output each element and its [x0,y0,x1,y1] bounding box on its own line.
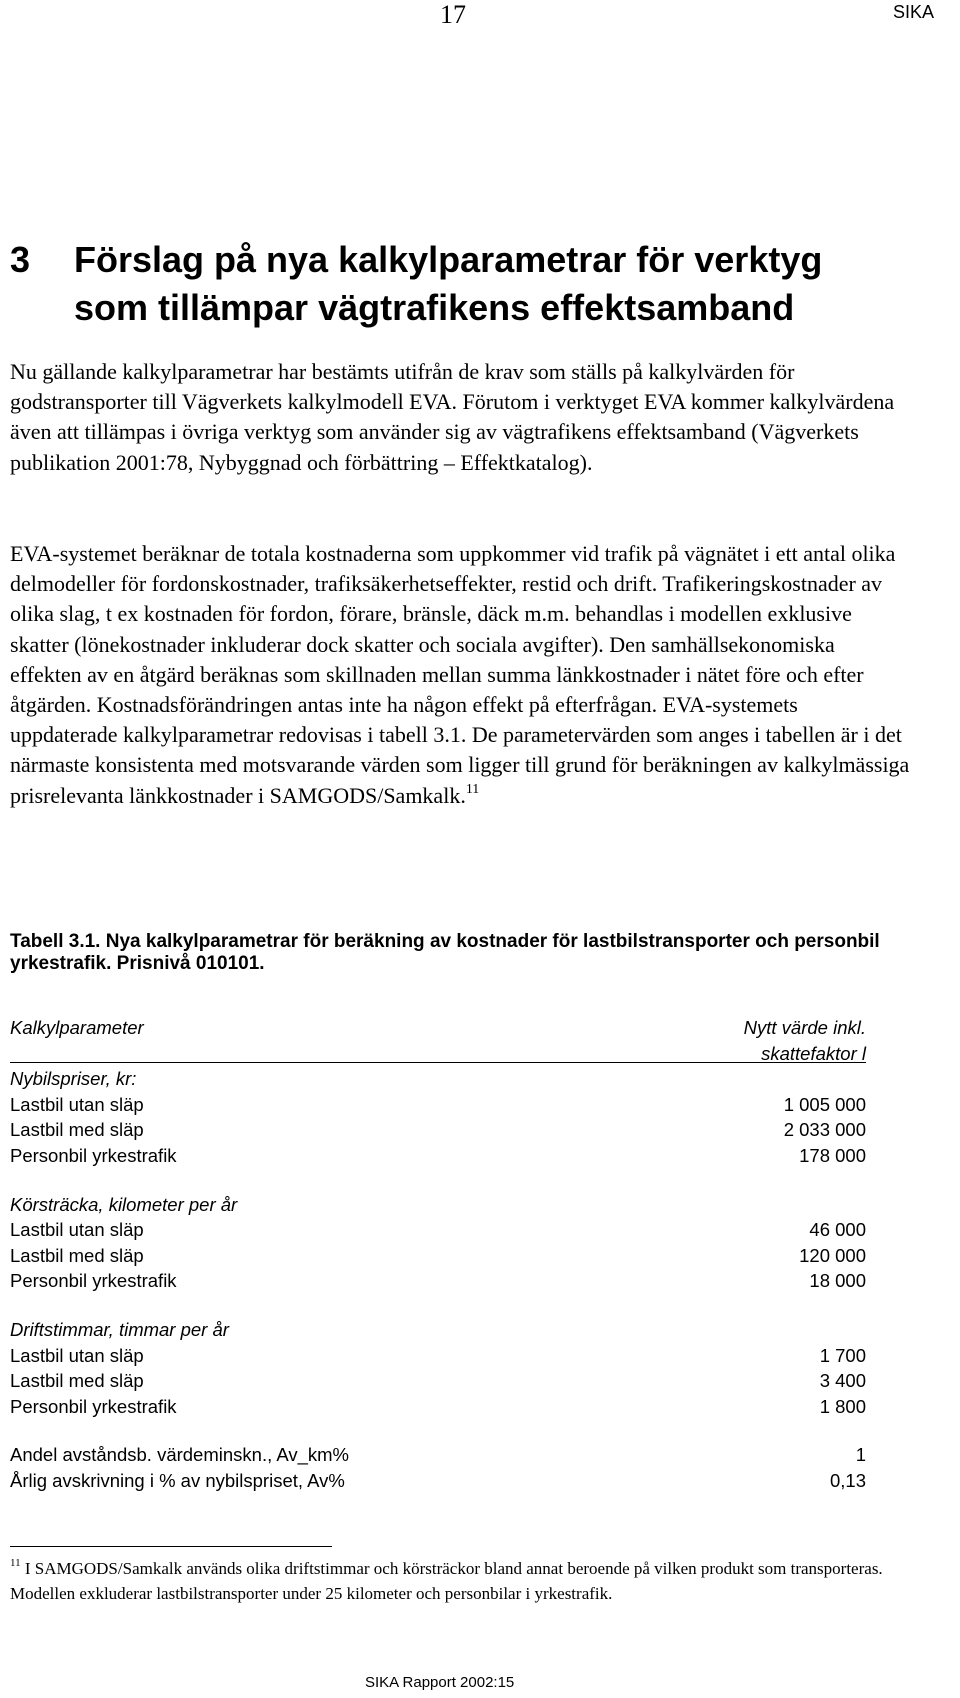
group-title-label: Nybilspriser, kr: [10,1068,137,1090]
group-title [10,1317,866,1343]
group-title [10,1192,866,1218]
table-caption: Tabell 3.1. Nya kalkylparametrar för beräkning av kostnader för lastbilstransporter och personbil yrkestrafik. Prisnivå 010101. [10,931,880,974]
row-value: 1 700 [819,1344,866,1366]
footnote [10,1556,910,1606]
table-header-rule [10,1062,866,1063]
row-label: Lastbil med släp [10,1119,144,1141]
row-label: Andel avståndsb. värdeminskn., Av_km% [10,1444,349,1466]
row-value: 2 033 000 [783,1119,866,1141]
group-spacer [10,1294,866,1317]
table-header-row [10,1015,866,1041]
group-title-label: Driftstimmar, timmar per år [10,1318,229,1340]
table-row [10,1243,866,1269]
row-label: Personbil yrkestrafik [10,1144,177,1166]
col-header-parameter: Kalkylparameter [10,1017,144,1038]
footnote-number: 11 [10,1557,21,1569]
table-row [10,1442,866,1468]
table-row [10,1143,866,1169]
parameter-table [10,1015,866,1494]
section-heading [10,236,910,332]
row-value: 178 000 [799,1144,866,1166]
row-value: 120 000 [799,1244,866,1266]
row-value: 0,13 [829,1469,866,1491]
footnote-separator [10,1546,332,1547]
section-title-line-1: Förslag på nya kalkylparametrar för verktyg [74,239,823,280]
header-org-label: SIKA [892,2,934,22]
footnote-reference: 11 [465,781,480,797]
table-row [10,1268,866,1294]
table-row [10,1117,866,1143]
table-row [10,1368,866,1394]
row-value: 18 000 [809,1270,866,1292]
body-paragraph-2 [10,539,910,811]
row-value: 3 400 [819,1370,866,1392]
group-title-label: Körsträcka, kilometer per år [10,1193,238,1215]
footnote-text: I SAMGODS/Samkalk används olika driftstimmar och körsträckor bland annat beroende på vilken produkt som transporteras. Modellen exkluderar lastbilstransporter under 25 kilometer och personbilar i yrkestrafik. [10,1559,883,1603]
section-number: 3 [10,239,31,280]
row-value: 1 [855,1444,866,1466]
section-title-line-2: som tillämpar vägtrafikens effektsamband [74,287,795,328]
row-label: Personbil yrkestrafik [10,1270,177,1292]
group-spacer [10,1169,866,1192]
row-label: Lastbil med släp [10,1370,144,1392]
group-title [10,1066,866,1092]
row-label: Personbil yrkestrafik [10,1395,177,1417]
body-paragraph-1: Nu gällande kalkylparametrar har bestämts utifrån de krav som ställs på kalkylvärden för godstransporter till Vägverkets kalkylmodell EVA. Förutom i verktyget EVA kommer kalkylvärdena även att tillämpas i övriga verktyg som använder sig av vägtrafikens effektsamband (Vägverkets publikation 2001:78, Nybyggnad och förbättring – Effektkatalog). [10,359,895,475]
table-row [10,1217,866,1243]
row-label: Lastbil med släp [10,1244,144,1266]
group-spacer [10,1419,866,1442]
page-footer: SIKA Rapport 2002:15 [365,1674,515,1691]
table-row [10,1468,866,1494]
col-header-value-line-2: skattefaktor l [761,1042,866,1064]
body-paragraph-2-text: EVA-systemet beräknar de totala kostnaderna som uppkommer vid trafik på vägnätet i ett antal olika delmodeller för fordonskostnader, trafiksäkerhetseffekter, restid och drift. Trafikeringskostnader av olika slag, t ex kostnaden för fordon, förare, bränsle, däck m.m. behandlas i modellen exklusive skatter (lönekostnader inkluderar dock skatter och sociala avgifter). Den samhällsekonomiska effekten av en åtgärd beräknas som skillnaden mellan summa länkkostnader i nätet före och efter åtgärden. Kostnadsförändringen antas inte ha någon effekt på efterfrågan. EVA-systemets uppdaterade kalkylparametrar redovisas i tabell 3.1. De parametervärden som anges i tabellen är i det närmaste konsistenta med motsvarande värden som ligger till grund för beräkningen av kalkylmässiga prisrelevanta länkkostnader i SAMGODS/Samkalk. [10,541,910,808]
row-label: Lastbil utan släp [10,1344,144,1366]
row-label: Lastbil utan släp [10,1093,144,1115]
table-row [10,1394,866,1420]
table-row [10,1343,866,1369]
row-value: 1 800 [819,1395,866,1417]
page-number: 17 [440,0,466,29]
row-label: Årlig avskrivning i % av nybilspriset, Av% [10,1469,345,1491]
col-header-value-line-1: Nytt värde inkl. [743,1017,866,1038]
table-row [10,1092,866,1118]
row-label: Lastbil utan släp [10,1219,144,1241]
row-value: 46 000 [809,1219,866,1241]
row-value: 1 005 000 [783,1093,866,1115]
